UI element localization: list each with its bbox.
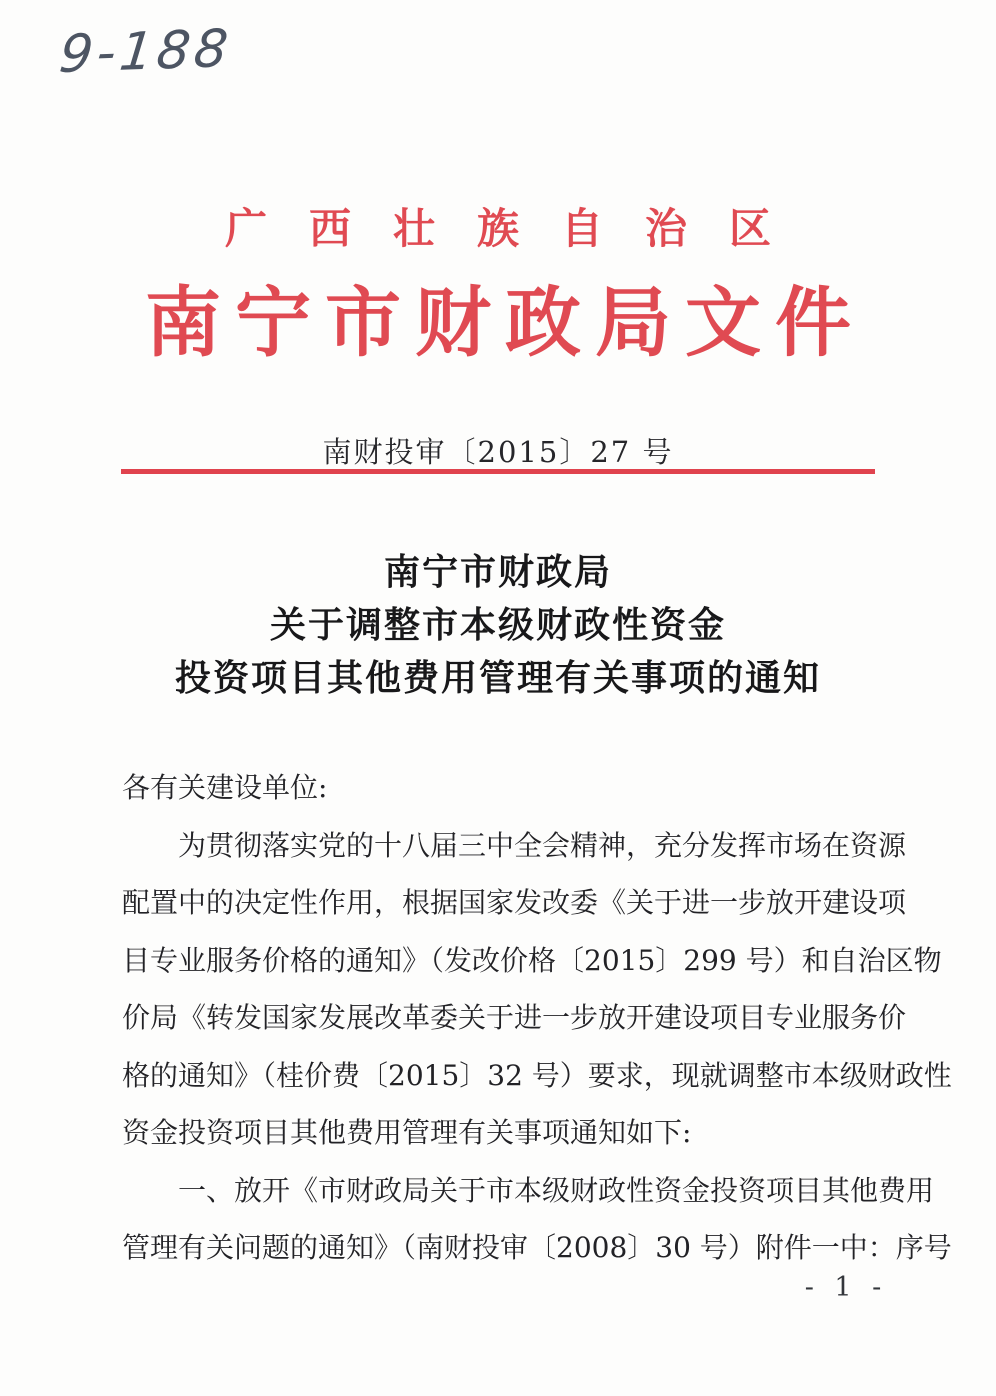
salutation-line: 各有关建设单位:: [122, 771, 328, 804]
body-line: 价局《转发国家发展改革委关于进一步放开建设项目专业服务价: [122, 1001, 907, 1034]
body-line: 为贯彻落实党的十八届三中全会精神，充分发挥市场在资源: [178, 828, 907, 862]
title-line-2: 关于调整市本级财政性资金: [269, 605, 726, 646]
body-line: 管理有关问题的通知》（南财投审〔2008〕30 号）附件一中：序号: [122, 1231, 952, 1264]
page-number: - 1 -: [804, 1272, 888, 1303]
title-line-3: 投资项目其他费用管理有关事项的通知: [174, 658, 821, 699]
body-line: 配置中的决定性作用，根据国家发改委《关于进一步放开建设项: [122, 886, 907, 919]
red-divider-rule: [121, 469, 875, 474]
document-reference-number: 南财投审〔2015〕27 号: [322, 435, 674, 469]
body-line: 目专业服务价格的通知》（发改价格〔2015〕299 号）和自治区物: [122, 943, 942, 977]
handwritten-archive-number: 9-188: [56, 19, 235, 85]
body-line-item-one: 一、放开《市财政局关于市本级财政性资金投资项目其他费用: [178, 1173, 935, 1207]
letterhead-region-line: 广西壮族自治区: [224, 204, 813, 253]
title-line-1: 南宁市财政局: [383, 552, 612, 593]
body-line: 格的通知》（桂价费〔2015〕32 号）要求，现就调整市本级财政性: [122, 1058, 952, 1092]
document-title: [0, 546, 996, 705]
body-line: 资金投资项目其他费用管理有关事项通知如下:: [122, 1116, 692, 1149]
letterhead-organization-line: 南宁市财政局文件: [145, 278, 865, 367]
document-body: [122, 759, 952, 1277]
